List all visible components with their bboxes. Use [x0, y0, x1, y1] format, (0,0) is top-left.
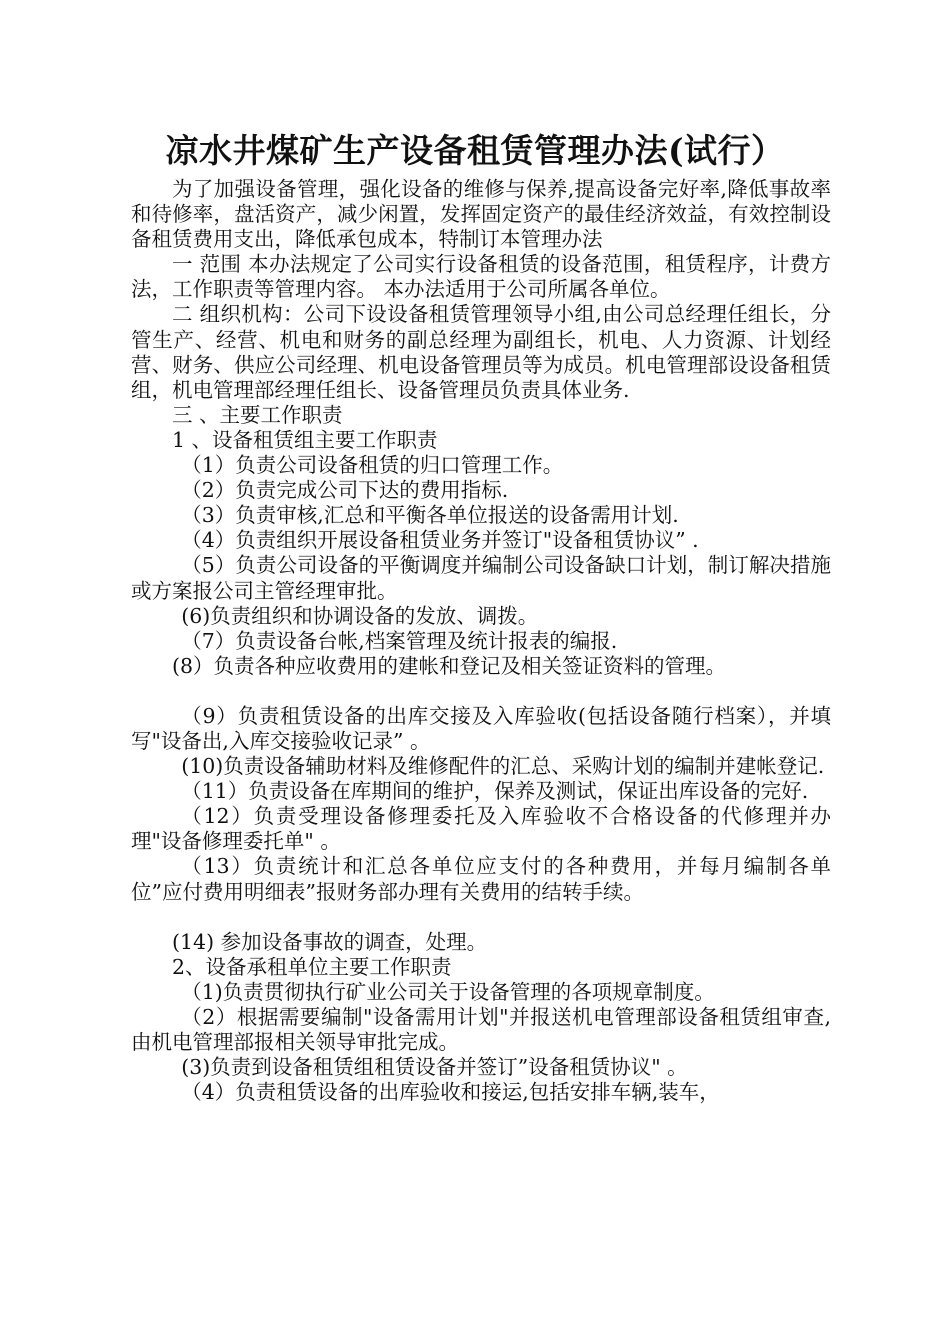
duty-item: (10)负责设备辅助材料及维修配件的汇总、采购计划的编制并建帐登记. — [181, 754, 825, 779]
duty-item: （2）负责完成公司下达的费用指标. — [181, 478, 509, 503]
duty-item: （1)负责贯彻执行矿业公司关于设备管理的各项规章制度。 — [181, 979, 715, 1004]
document-title: 凉水井煤矿生产设备租赁管理办法(试行） — [165, 131, 785, 170]
paragraph-intro: 为了加强设备管理，强化设备的维修与保养,提高设备完好率,降低事故率和待修率，盘活资产，减少闲置，发挥固定资产的最佳经济效益，有效控制设备租赁费用支出，降低承包成本，特制订本管理办法 — [131, 177, 831, 252]
duty-item: （5）负责公司设备的平衡调度并编制公司设备缺口计划，制订解决措施或方案报公司主管经理审批。 — [131, 553, 831, 603]
duty-item: （7）负责设备台帐,档案管理及统计报表的编报. — [181, 628, 618, 653]
duty-item: （3）负责审核,汇总和平衡各单位报送的设备需用计划. — [181, 503, 679, 528]
duty-item: (3)负责到设备租赁组租赁设备并签订”设备租赁协议" 。 — [181, 1055, 688, 1080]
duty-item: (14) 参加设备事故的调查，处理。 — [172, 929, 488, 954]
duty-item: （9）负责租赁设备的出库交接及入库验收(包括设备随行档案），并填写"设备出,入库交接验收记录” 。 — [131, 703, 831, 753]
subsection-heading-lessee: 2、设备承租单位主要工作职责 — [172, 954, 452, 979]
blank-line — [131, 905, 831, 930]
paragraph-scope: 一 范围 本办法规定了公司实行设备租赁的设备范围，租赁程序，计费方法，工作职责等管理内容。 本办法适用于公司所属各单位。 — [131, 252, 831, 302]
subsection-heading-leasing-group: 1 、设备租赁组主要工作职责 — [172, 427, 438, 452]
paragraph-organization: 二 组织机构：公司下设设备租赁管理领导小组,由公司总经理任组长，分管生产、经营、机电和财务的副总经理为副组长，机电、人力资源、计划经营、财务、供应公司经理、机电设备管理员等为成员。机电管理部设设备租赁组，机电管理部经理任组长、设备管理员负责具体业务. — [131, 302, 831, 402]
duty-item: （13）负责统计和汇总各单位应支付的各种费用，并每月编制各单位”应付费用明细表”报财务部办理有关费用的结转手续。 — [131, 854, 831, 904]
duty-item: (6)负责组织和协调设备的发放、调拨。 — [181, 603, 539, 628]
duty-item: （4）负责组织开展设备租赁业务并签订"设备租赁协议” . — [181, 528, 699, 553]
duty-item: （2）根据需要编制"设备需用计划"并报送机电管理部设备租赁组审查,由机电管理部报相关领导审批完成。 — [131, 1004, 831, 1054]
document-body — [131, 177, 831, 1105]
duty-item: （1）负责公司设备租赁的归口管理工作。 — [181, 453, 564, 478]
duty-item: （4）负责租赁设备的出库验收和接运,包括安排车辆,装车， — [181, 1080, 720, 1105]
section-heading-duties: 三 、主要工作职责 — [172, 402, 343, 427]
duty-item: （11）负责设备在库期间的维护，保养及测试，保证出库设备的完好. — [181, 779, 809, 804]
blank-line — [131, 679, 831, 704]
duty-item: （12）负责受理设备修理委托及入库验收不合格设备的代修理并办理"设备修理委托单" 。 — [131, 804, 831, 854]
duty-item: (8）负责各种应收费用的建帐和登记及相关签证资料的管理。 — [172, 653, 727, 678]
